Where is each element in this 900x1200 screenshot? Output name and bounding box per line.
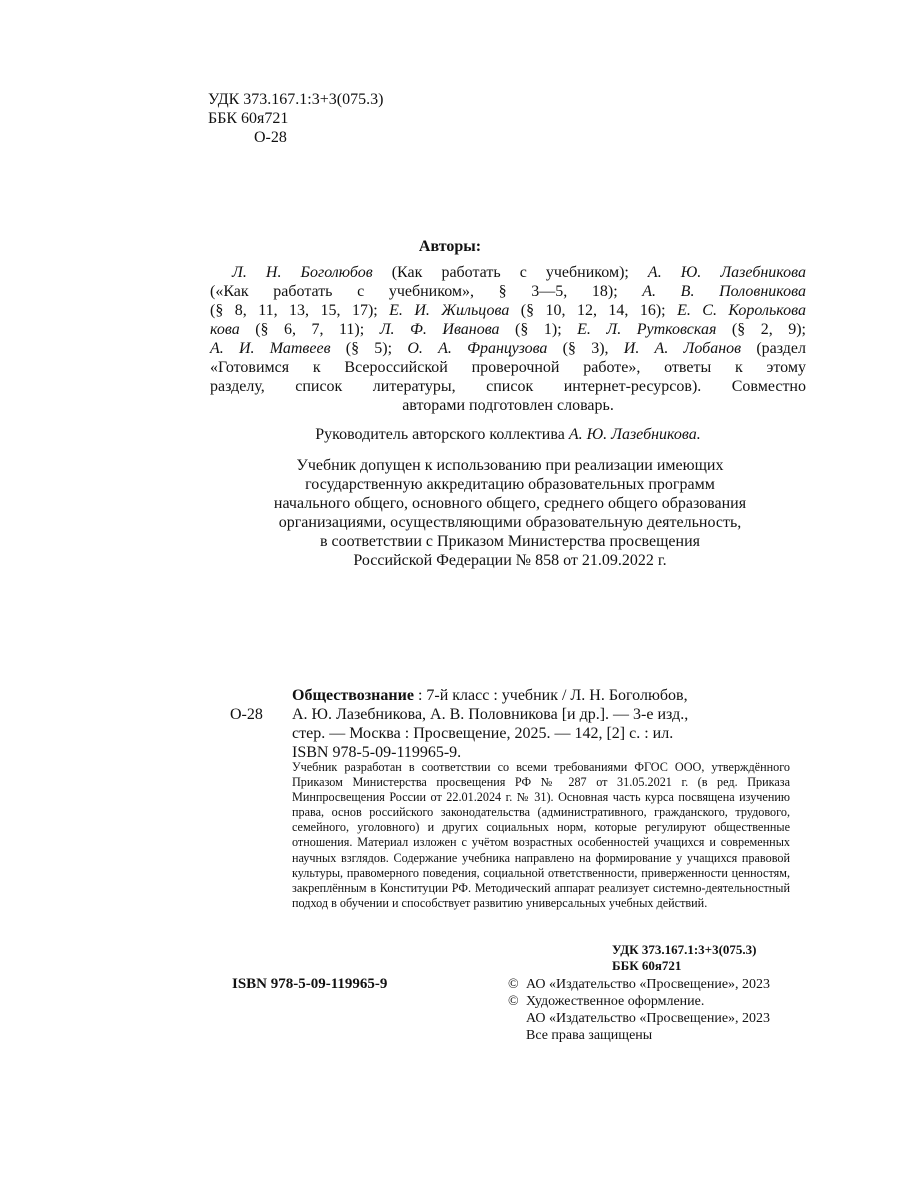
approval-line: Российской Федерации № 858 от 21.09.2022 г. <box>353 552 667 569</box>
bbk-code: ББК 60я721 <box>208 110 289 127</box>
approval-line: начального общего, основного общего, среднего общего образования <box>273 495 747 512</box>
authors-line: А. И. Матвеев (§ 5); О. А. Французова (§ 3), И. А. Лобанов (раздел <box>210 340 807 357</box>
udk-block <box>208 90 383 147</box>
authors-line: (§ 8, 11, 13, 15, 17); Е. И. Жильцова (§ 10, 12, 14, 16); Е. С. Королькова <box>210 302 806 319</box>
approval-line: организациями, осуществляющими образовательную деятельность, <box>278 514 742 531</box>
authors-line: авторами подготовлен словарь. <box>402 397 614 414</box>
bibliographic-record <box>230 686 688 762</box>
udk-bottom-code: УДК 373.167.1:3+3(075.3) <box>612 942 757 957</box>
authors-line: разделу, список литературы, список интернет-ресурсов). Совместно <box>210 378 806 395</box>
authors-lines <box>210 263 806 415</box>
book-title: Обществознание <box>292 687 414 704</box>
annotation: Учебник разработан в соответствии со всеми требованиями ФГОС ООО, утверждённого Приказом Министерства просвещения РФ № 287 от 31.05.2021 г. (в ред. Приказа Минпросвещения России от 22.01.2024 г. № 31). Основная часть курса посвящена изучению права, основ российского законодательства (административного, гражданского, трудового, семейного, уголовного) и других социальных норм, которые регулируют общественные отношения. Материал изложен с учётом возрастных особенностей учащихся и современных научных взглядов. Содержание учебника направлено на формирование у учащихся правовой культуры, правомерного поведения, социальной ответственности, приверженности ценностям, закреплённым в Конституции РФ. Методический аппарат реализует системно-деятельностный подход в обучении и способствует развитию универсальных учебных действий. <box>292 760 790 910</box>
copyright-line-1: АО «Издательство «Просвещение», 2023 <box>526 977 771 992</box>
approval-line: государственную аккредитацию образовательных программ <box>305 476 715 493</box>
leader-name: А. Ю. Лазебникова. <box>568 426 701 443</box>
bbk-bottom-code: ББК 60я721 <box>612 958 682 973</box>
approval-statement <box>205 456 815 570</box>
copyright-line-4: Все права защищены <box>526 1028 653 1043</box>
authors-line: кова (§ 6, 7, 11); Л. Ф. Иванова (§ 1); Е. Л. Рутковская (§ 2, 9); <box>210 321 807 338</box>
leader-prefix: Руководитель авторского коллектива <box>315 426 569 443</box>
authors-heading: Авторы: <box>418 238 482 255</box>
copyright-block <box>508 976 770 1044</box>
approval-line: в соответствии с Приказом Министерства просвещения <box>319 533 701 550</box>
biblio-line-3: стер. — Москва : Просвещение, 2025. — 142, [2] с. : ил. <box>292 725 674 742</box>
approval-line: Учебник допущен к использованию при реализации имеющих <box>296 457 724 474</box>
author-mark: О-28 <box>254 129 287 146</box>
biblio-line-4: ISBN 978-5-09-119965-9. <box>292 744 462 761</box>
copyright-line-3: АО «Издательство «Просвещение», 2023 <box>526 1011 771 1026</box>
biblio-line-2-text: А. Ю. Лазебникова, А. В. Половникова [и др.]. — 3-е изд., <box>292 706 689 723</box>
authors-line: Л. Н. Боголюбов (Как работать с учебником); А. Ю. Лазебникова <box>232 264 807 281</box>
authors-paragraph <box>210 263 806 444</box>
copyright-icon: © <box>508 977 519 992</box>
biblio-line-1 <box>230 686 688 705</box>
authors-line: «Готовимся к Всероссийской проверочной работе», ответы к этому <box>210 359 806 376</box>
authors-leader <box>210 425 806 444</box>
copyright-icon: © <box>508 994 519 1009</box>
copyright-line-2: Художественное оформление. <box>526 994 705 1009</box>
udk-code: УДК 373.167.1:3+3(075.3) <box>208 91 384 108</box>
biblio-line-1-rest: : 7-й класс : учебник / Л. Н. Боголюбов, <box>413 687 688 704</box>
isbn: ISBN 978-5-09-119965-9 <box>232 976 388 992</box>
udk-bottom <box>612 942 757 974</box>
biblio-code: О-28 <box>230 706 263 723</box>
biblio-line-2 <box>230 705 688 724</box>
authors-line: («Как работать с учебником», § 3—5, 18); А. В. Половникова <box>210 283 806 300</box>
